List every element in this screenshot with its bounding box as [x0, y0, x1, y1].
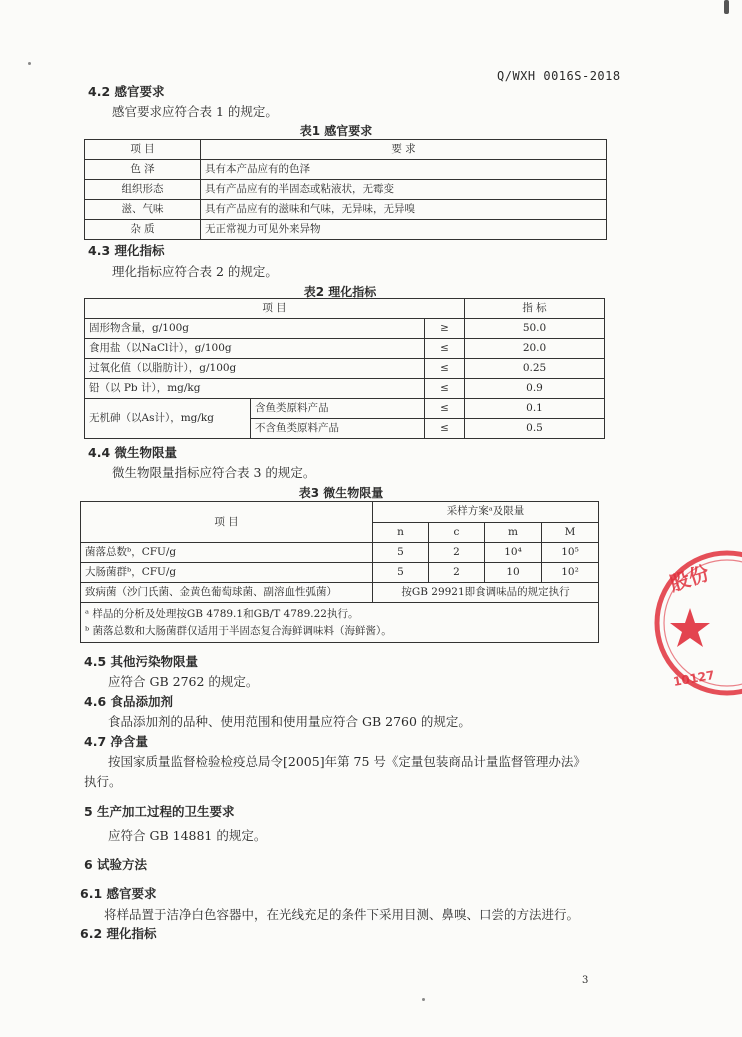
table-cell: 0.25	[465, 359, 605, 379]
svg-text:10127: 10127	[672, 667, 716, 689]
table-header-cell: c	[429, 522, 485, 543]
table-cell: 无正常视力可见外来异物	[201, 220, 607, 240]
table-cell: 滋、气味	[85, 200, 201, 220]
table-cell: 不含鱼类原料产品	[251, 419, 425, 439]
section-4-7-text-line2: 执行。	[84, 774, 122, 789]
table-header-row	[81, 502, 599, 523]
table-cell: 铅（以 Pb 计），mg/kg	[85, 379, 425, 399]
table-cell: 具有本产品应有的色泽	[201, 160, 607, 180]
section-4-3-text: 理化指标应符合表 2 的规定。	[112, 264, 278, 279]
table-cell: 致病菌（沙门氏菌、金黄色葡萄球菌、副溶血性弧菌）	[81, 583, 373, 603]
table-cell: ≤	[425, 399, 465, 419]
table-cell: 0.5	[465, 419, 605, 439]
standard-code: Q/WXH 0016S-2018	[497, 69, 621, 83]
table-cell: 大肠菌群ᵇ，CFU/g	[81, 563, 373, 583]
table-cell: 色 泽	[85, 160, 201, 180]
table-cell: 0.9	[465, 379, 605, 399]
table-row	[85, 319, 605, 339]
table-header-cell: m	[485, 522, 542, 543]
table-1-caption: 表1 感官要求	[299, 124, 373, 138]
page-number: 3	[582, 975, 589, 986]
section-6-1-heading: 6.1 感官要求	[80, 886, 157, 901]
scan-speck	[422, 998, 425, 1001]
table-note-a: ᵃ 样品的分析及处理按GB 4789.1和GB/T 4789.22执行。	[85, 608, 359, 620]
table-cell: 10²	[542, 563, 599, 583]
section-4-5-text: 应符合 GB 2762 的规定。	[108, 674, 259, 689]
table-cell: 按GB 29921即食调味品的规定执行	[373, 583, 599, 603]
scan-edge-mark	[724, 0, 729, 14]
section-6-2-heading: 6.2 理化指标	[80, 926, 157, 941]
table-row	[85, 160, 607, 180]
table-row	[85, 359, 605, 379]
table-header-cell: M	[542, 522, 599, 543]
table-row	[85, 339, 605, 359]
table-cell: 2	[429, 543, 485, 563]
table-cell: ≤	[425, 419, 465, 439]
table-header-cell: 指 标	[465, 299, 605, 319]
section-4-4-heading: 4.4 微生物限量	[88, 445, 177, 460]
table-row	[85, 379, 605, 399]
table-cell: 菌落总数ᵇ，CFU/g	[81, 543, 373, 563]
table-cell: 具有产品应有的滋味和气味，无异味，无异嗅	[201, 200, 607, 220]
table-3-caption: 表3 微生物限量	[298, 486, 384, 500]
table-header-cell: n	[373, 522, 429, 543]
table-cell: ≤	[425, 339, 465, 359]
table-3-microbial	[80, 501, 599, 643]
table-cell: 50.0	[465, 319, 605, 339]
table-notes	[81, 603, 599, 643]
table-header-cell: 项 目	[85, 140, 201, 160]
table-cell: 杂 质	[85, 220, 201, 240]
table-header-cell: 项 目	[81, 502, 373, 543]
table-cell: 20.0	[465, 339, 605, 359]
table-cell: ≤	[425, 359, 465, 379]
section-6-1-text: 将样品置于洁净白色容器中，在光线充足的条件下采用目测、鼻嗅、口尝的方法进行。	[104, 907, 580, 922]
section-5-heading: 5 生产加工过程的卫生要求	[84, 804, 235, 819]
scan-speck	[28, 62, 31, 65]
table-cell: ≤	[425, 379, 465, 399]
table-cell: 10	[485, 563, 542, 583]
table-cell: 5	[373, 543, 429, 563]
svg-text:股份: 股份	[666, 560, 713, 596]
section-4-6-text: 食品添加剂的品种、使用范围和使用量应符合 GB 2760 的规定。	[108, 714, 471, 729]
section-4-2-heading: 4.2 感官要求	[88, 84, 165, 99]
table-cell: 10⁵	[542, 543, 599, 563]
table-cell: ≥	[425, 319, 465, 339]
company-seal-stamp	[652, 548, 742, 698]
table-row	[85, 200, 607, 220]
table-row	[81, 583, 599, 603]
table-header-cell: 项 目	[85, 299, 465, 319]
table-cell: 含鱼类原料产品	[251, 399, 425, 419]
section-4-6-heading: 4.6 食品添加剂	[84, 694, 173, 709]
table-header-cell: 采样方案ᵃ及限量	[373, 502, 599, 523]
table-header-cell: 要 求	[201, 140, 607, 160]
table-header-row	[85, 299, 605, 319]
table-row	[85, 180, 607, 200]
section-4-4-text: 微生物限量指标应符合表 3 的规定。	[112, 465, 316, 480]
table-cell: 组织形态	[85, 180, 201, 200]
table-cell: 10⁴	[485, 543, 542, 563]
table-note-row	[81, 603, 599, 643]
table-cell: 0.1	[465, 399, 605, 419]
table-cell: 5	[373, 563, 429, 583]
table-cell: 固形物含量，g/100g	[85, 319, 425, 339]
table-2-physicochemical	[84, 298, 605, 439]
section-5-text: 应符合 GB 14881 的规定。	[108, 828, 267, 843]
table-cell: 过氧化值（以脂肪计），g/100g	[85, 359, 425, 379]
table-cell: 食用盐（以NaCl计），g/100g	[85, 339, 425, 359]
table-row	[81, 563, 599, 583]
section-6-heading: 6 试验方法	[84, 857, 148, 872]
section-4-5-heading: 4.5 其他污染物限量	[84, 654, 198, 669]
section-4-2-text: 感官要求应符合表 1 的规定。	[112, 104, 278, 119]
table-cell: 无机砷（以As计），mg/kg	[85, 399, 251, 439]
table-1-sensory	[84, 139, 607, 240]
table-cell: 2	[429, 563, 485, 583]
table-row	[85, 220, 607, 240]
section-4-7-text-line1: 按国家质量监督检验检疫总局令[2005]年第 75 号《定量包装商品计量监督管理办法》	[108, 754, 586, 769]
table-row	[81, 543, 599, 563]
table-header-row	[85, 140, 607, 160]
table-note-b: ᵇ 菌落总数和大肠菌群仅适用于半固态复合海鲜调味料（海鲜酱）。	[85, 625, 392, 637]
table-2-caption: 表2 理化指标	[303, 285, 377, 299]
table-row	[85, 399, 605, 419]
section-4-3-heading: 4.3 理化指标	[88, 243, 165, 258]
section-4-7-heading: 4.7 净含量	[84, 734, 148, 749]
table-cell: 具有产品应有的半固态或粘液状，无霉变	[201, 180, 607, 200]
